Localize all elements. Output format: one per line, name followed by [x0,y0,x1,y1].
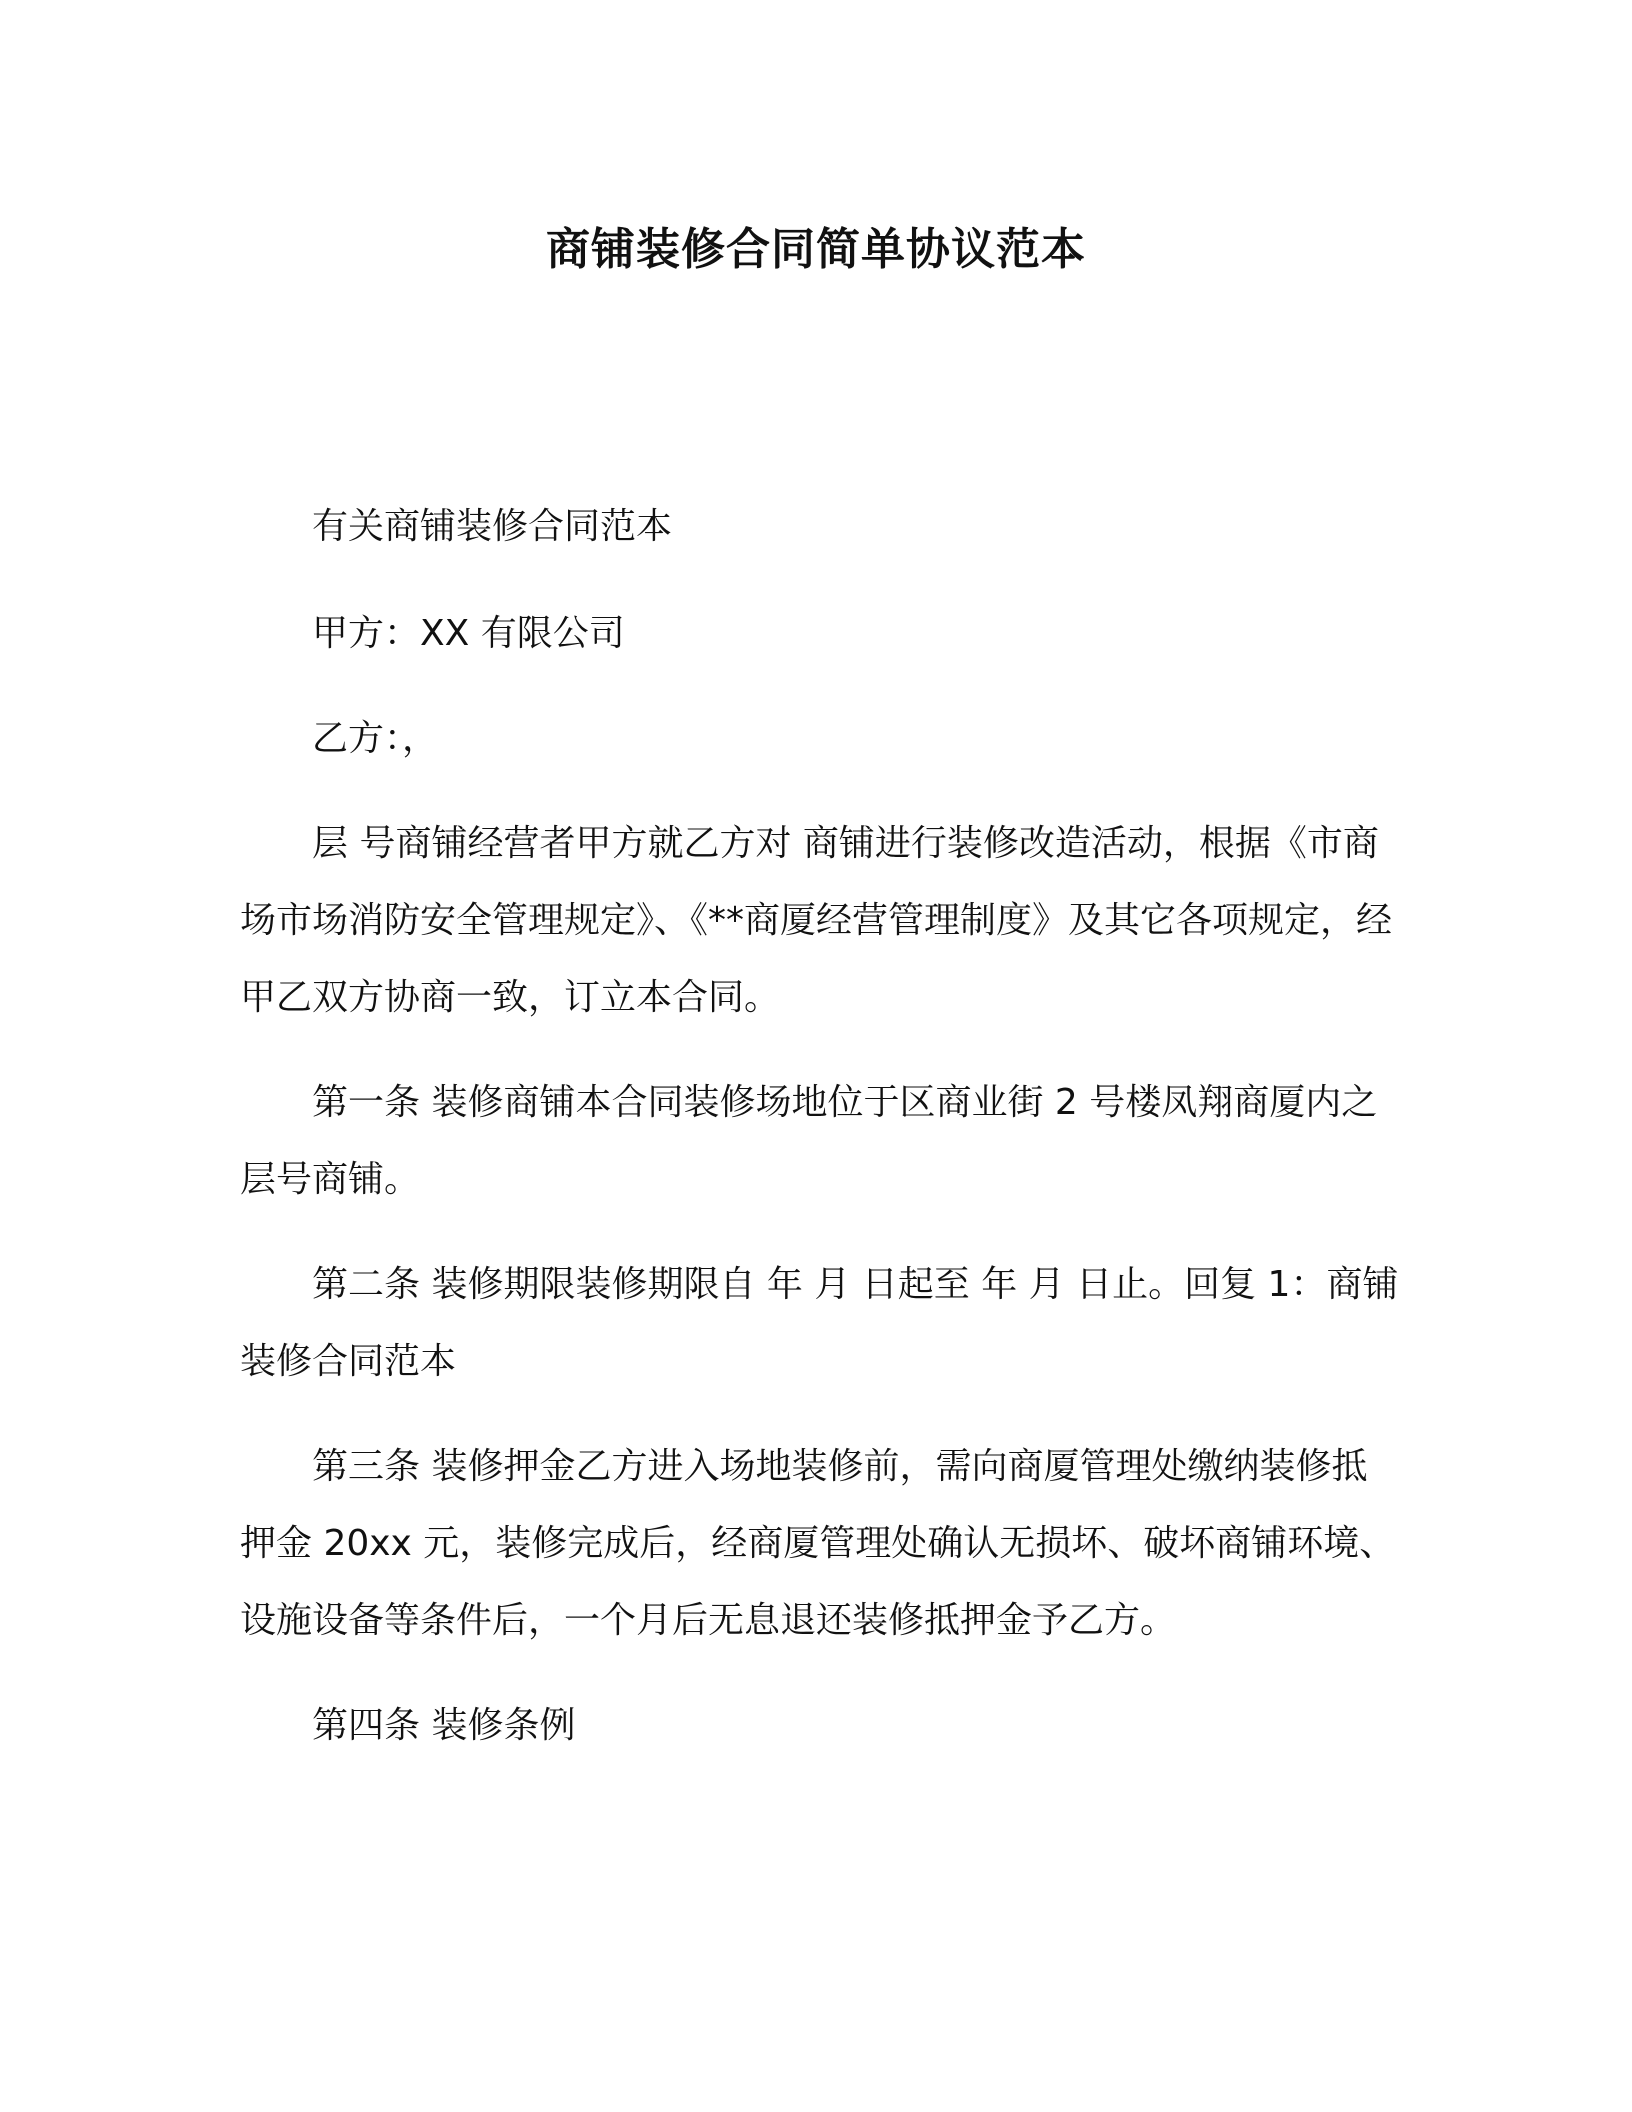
paragraph-preamble: 层 号商铺经营者甲方就乙方对 商铺进行装修改造活动，根据《市商场市场消防安全管理规定》、《**商厦经营管理制度》及其它各项规定，经甲乙双方协商一致，订立本合同。 [240,823,1393,1018]
paragraph-party-a: 甲方：XX 有限公司 [312,613,625,654]
paragraph-party-b: 乙方：， [312,718,439,759]
paragraph-article-1: 第一条 装修商铺本合同装修场地位于区商业街 2 号楼凤翔商厦内之 层号商铺。 [240,1082,1378,1200]
document-title: 商铺装修合同简单协议范本 [546,224,1086,275]
paragraph-article-2: 第二条 装修期限装修期限自 年 月 日起至 年 月 日止。回复 1：商铺装修合同范本 [240,1264,1399,1382]
document-body [240,488,1400,1764]
paragraph-article-4: 第四条 装修条例 [312,1705,576,1746]
paragraph-heading: 有关商铺装修合同范本 [312,506,673,547]
paragraph-article-3: 第三条 装修押金乙方进入场地装修前，需向商厦管理处缴纳装修抵押金 20xx 元，装修完成后，经商厦管理处确认无损坏、破坏商铺环境、设施设备等条件后，一个月后无息退还装修抵押金予乙方。 [240,1446,1396,1641]
